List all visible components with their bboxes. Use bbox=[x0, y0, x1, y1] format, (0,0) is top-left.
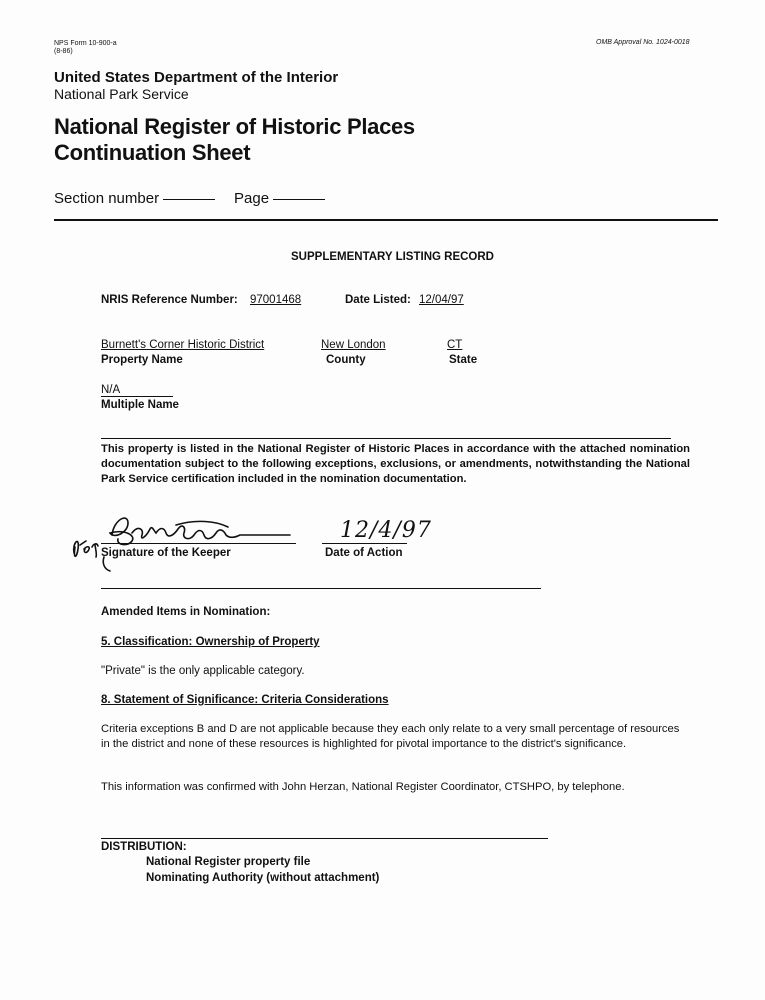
date-listed-value: 12/04/97 bbox=[419, 294, 464, 306]
omb-approval: OMB Approval No. 1024-0018 bbox=[596, 39, 690, 46]
amendments-rule bbox=[101, 588, 541, 589]
date-of-action-line bbox=[322, 543, 407, 544]
section8-text: Criteria exceptions B and D are not applicable because they each only relate to a very small percentage of resources in the district and none of these resources is highlighted for pivotal importance to the district's significance. bbox=[101, 723, 680, 750]
listing-statement: This property is listed in the National Register of Historic Places in accordance with the attached nomination documentation subject to the following exceptions, exclusions, or amendments, notwithstanding the National Park Service certification included in the nomination documentation. bbox=[101, 443, 690, 485]
nris-value: 97001468 bbox=[250, 294, 302, 306]
section5-title: 5. Classification: Ownership of Property bbox=[101, 636, 320, 648]
distribution-heading: DISTRIBUTION: bbox=[101, 841, 187, 853]
page-field bbox=[234, 190, 325, 207]
amendments-heading: Amended Items in Nomination: bbox=[101, 606, 271, 618]
date-listed-label: Date Listed: bbox=[345, 294, 411, 306]
distribution-item: National Register property file bbox=[146, 856, 311, 868]
property-name-value: Burnett's Corner Historic District bbox=[101, 339, 265, 351]
signature-label: Signature of the Keeper bbox=[101, 547, 231, 559]
section8-title: 8. Statement of Significance: Criteria Considerations bbox=[101, 694, 389, 706]
signature-line bbox=[101, 543, 296, 544]
multiple-name-value: N/A bbox=[101, 384, 173, 397]
date-of-action-handwritten: 12/4/97 bbox=[340, 518, 432, 543]
department-heading: United States Department of the Interior bbox=[54, 69, 339, 86]
page-title: National Register of Historic Places bbox=[54, 114, 415, 139]
state-value: CT bbox=[447, 339, 463, 351]
section-number-field bbox=[54, 190, 215, 207]
service-heading: National Park Service bbox=[54, 86, 189, 102]
page-label: Page bbox=[234, 190, 270, 207]
header-rule bbox=[54, 219, 718, 221]
distribution-item: Nominating Authority (without attachment) bbox=[146, 872, 380, 884]
form-number: NPS Form 10-900-a bbox=[54, 40, 117, 47]
property-name-label: Property Name bbox=[101, 354, 183, 366]
confirmation-text: This information was confirmed with John Herzan, National Register Coordinator, CTSHPO, by telephone. bbox=[101, 781, 625, 793]
section-number-label: Section number bbox=[54, 190, 160, 207]
section-number-blank bbox=[163, 198, 215, 200]
section5-text: "Private" is the only applicable category. bbox=[101, 665, 305, 677]
distribution-rule bbox=[101, 838, 548, 839]
county-value: New London bbox=[321, 339, 386, 351]
county-label: County bbox=[326, 354, 366, 366]
statement-rule bbox=[101, 438, 671, 439]
page-blank bbox=[273, 198, 325, 200]
multiple-name-label: Multiple Name bbox=[101, 399, 179, 411]
keeper-signature bbox=[66, 505, 296, 577]
date-of-action-label: Date of Action bbox=[325, 547, 403, 559]
state-label: State bbox=[449, 354, 478, 366]
page-subtitle: Continuation Sheet bbox=[54, 140, 251, 165]
nris-label: NRIS Reference Number: bbox=[101, 294, 238, 306]
record-heading: SUPPLEMENTARY LISTING RECORD bbox=[291, 251, 494, 263]
form-revision: (8-86) bbox=[54, 48, 73, 55]
